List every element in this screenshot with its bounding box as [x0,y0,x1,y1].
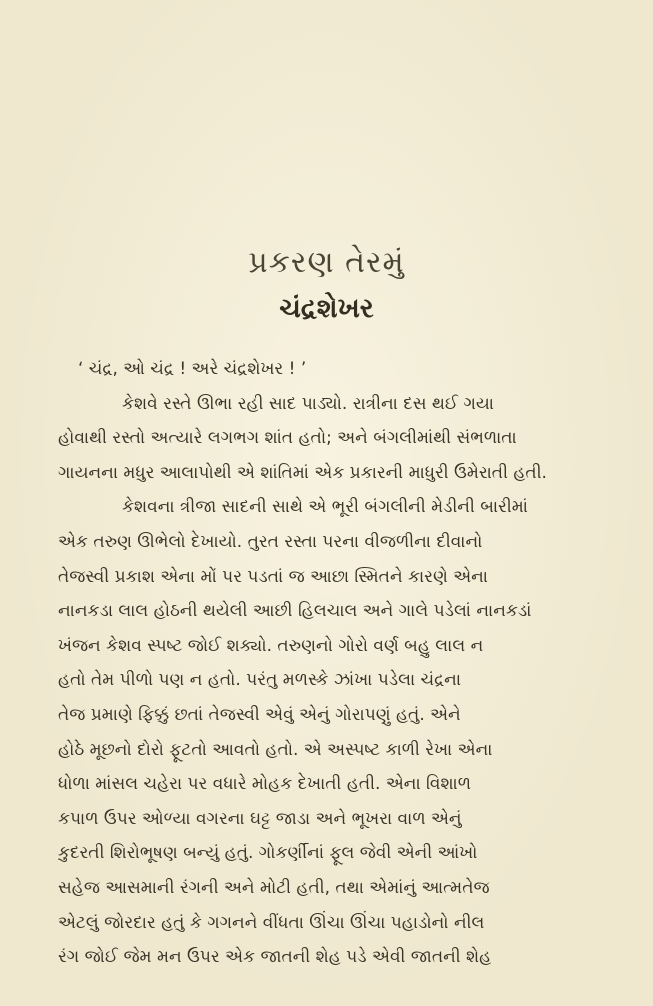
chapter-heading: પ્રકરણ તેરમું [248,245,405,280]
text-line: તેજસ્વી પ્રકાશ એના મોં પર પડતાં જ આછા સ્મિતને કારણે એના [58,566,488,587]
text-line: હતો તેમ પીળો પણ ન હતો. પરંતુ મળસ્કે ઝાંખા પડેલા ચંદ્રના [58,670,462,691]
text-line: સહેજ આસમાની રંગની અને મોટી હતી, તથા એમાંનું આત્મતેજ [58,877,490,898]
text-line: કુદરતી શિરોભૂષણ બન્યું હતું. ગોકર્ણીનાં ફૂલ જેવી એની આંખો [58,843,478,864]
text-line: હોવાથી રસ્તો અત્યારે લગભગ શાંત હતો; અને બંગલીમાંથી સંભળાતા [58,428,517,449]
text-line: ગાયનના મધુર આલાપોથી એ શાંતિમાં એક પ્રકારની માધુરી ઉમેરાતી હતી. [58,462,547,483]
text-line: કેશવના ત્રીજા સાદની સાથે એ ભૂરી બંગલીની મેડીની બારીમાં [122,497,528,518]
text-line: હોઠે મૂછનો દોરો ફૂટતો આવતો હતો. એ અસ્પષ્ટ કાળી રેખા એના [58,739,493,760]
text-line: એક તરુણ ઊભેલો દેખાયો. તુરત રસ્તા પરના વીજળીના દીવાનો [58,531,483,552]
text-line: નાનકડા લાલ હોઠની થયેલી આછી હિલચાલ અને ગાલે પડેલાં નાનકડાં [58,601,532,622]
chapter-title: ચંદ્રશેખર [279,293,374,324]
text-line: ખંજન કેશવ સ્પષ્ટ જોઈ શક્યો. તરુણનો ગોરો વર્ણ બહુ લાલ ન [58,635,484,656]
text-line: એટલું જોરદાર હતું કે ગગનને વીંધતા ઊંચા ઊંચા પહાડોનો નીલ [58,912,485,933]
text-line: ધોળા માંસલ ચહેરા પર વધારે મોહક દેખાતી હતી. એના વિશાળ [58,774,471,795]
text-line: તેજ પ્રમાણે ફિક્કું છતાં તેજસ્વી એવું એનું ગોરાપણું હતું. એને [58,704,461,725]
body-text [58,352,603,975]
text-line: કપાળ ઉપર ઓળ્યા વગરના ઘટ્ટ જાડા અને ભૂખરા વાળ એનું [58,808,462,829]
text-line: કેશવે રસ્તે ઊભા રહી સાદ પાડ્યો. રાત્રીના દસ થઈ ગયા [122,393,494,414]
text-line: ‘ ચંદ્ર, ઓ ચંદ્ર ! અરે ચંદ્રશેખર ! ’ [78,359,307,379]
text-line: રંગ જોઈ જેમ મન ઉપર એક જાતની શેહ પડે એવી જાતની શેહ [58,947,492,968]
